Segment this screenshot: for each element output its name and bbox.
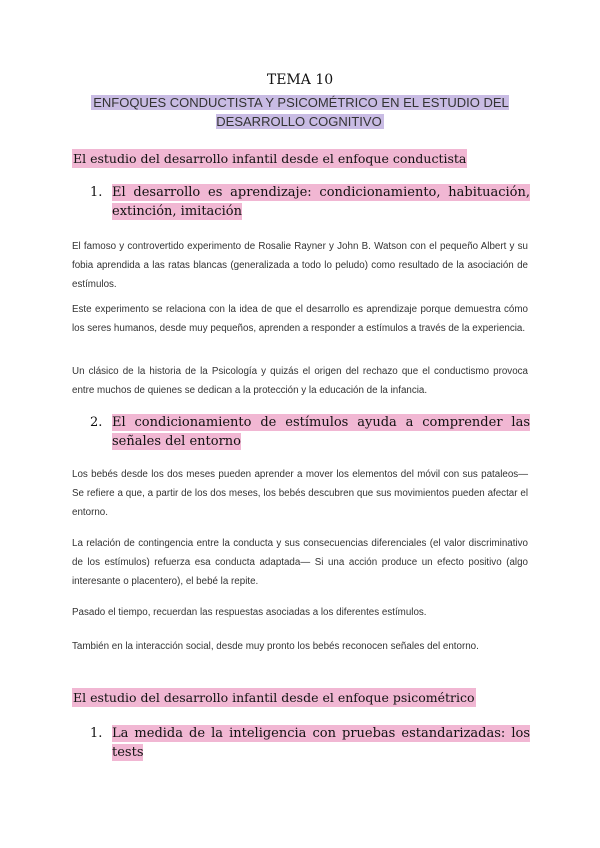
paragraph: El famoso y controvertido experimento de Rosalie Rayner y John B. Watson con el pequeño Albert y su fobia aprendida a las ratas blancas (generalizada a todo lo peludo) como resultado de la asociación de estímulos.	[72, 241, 528, 290]
subsection-heading	[90, 183, 530, 221]
section-heading-text: El estudio del desarrollo infantil desde el enfoque conductista	[73, 151, 467, 166]
subsection-number: 1.	[90, 185, 103, 200]
paragraph: Un clásico de la historia de la Psicología y quizás el origen del rechazo que el conductismo provoca entre muchos de quienes se dedican a la protección y la educación de la infancia.	[72, 366, 528, 396]
subsection-number: 1.	[90, 726, 103, 741]
subsection-heading-text: El desarrollo es aprendizaje: condicionamiento, habituación, extinción, imitación	[112, 185, 530, 219]
paragraph: Los bebés desde los dos meses pueden aprender a mover los elementos del móvil con sus pataleos— Se refiere a que, a partir de los dos meses, los bebés descubren que sus movimientos pueden afectar el entorno.	[72, 469, 528, 518]
section-heading-conductista	[72, 151, 528, 166]
paragraph: También en la interacción social, desde muy pronto los bebés reconocen señales del entorno.	[72, 641, 479, 652]
document-title: TEMA 10	[266, 72, 334, 88]
paragraph: Pasado el tiempo, recuerdan las respuestas asociadas a los diferentes estímulos.	[72, 607, 427, 618]
paragraph: Este experimento se relaciona con la idea de que el desarrollo es aprendizaje porque demuestra cómo los seres humanos, desde muy pequeños, aprenden a responder a estímulos a través de la experiencia.	[72, 304, 528, 334]
subsection-heading-text: El condicionamiento de estímulos ayuda a comprender las señales del entorno	[112, 415, 530, 449]
document-subtitle-text: ENFOQUES CONDUCTISTA Y PSICOMÉTRICO EN EL ESTUDIO DEL DESARROLLO COGNITIVO	[93, 95, 509, 129]
document-subtitle	[60, 93, 540, 131]
subsection-heading-text: La medida de la inteligencia con pruebas estandarizadas: los tests	[112, 726, 530, 760]
paragraph: La relación de contingencia entre la conducta y sus consecuencias diferenciales (el valor discriminativo de los estímulos) refuerza esa conducta adaptada— Si una acción produce un efecto positivo (algo interesante o placentero), el bebé la repite.	[72, 538, 528, 587]
subsection-heading	[90, 413, 530, 451]
subsection-heading	[90, 724, 530, 762]
section-heading-psicometrico	[72, 690, 528, 705]
subsection-number: 2.	[90, 415, 103, 430]
section-heading-text: El estudio del desarrollo infantil desde el enfoque psicométrico	[73, 690, 475, 705]
